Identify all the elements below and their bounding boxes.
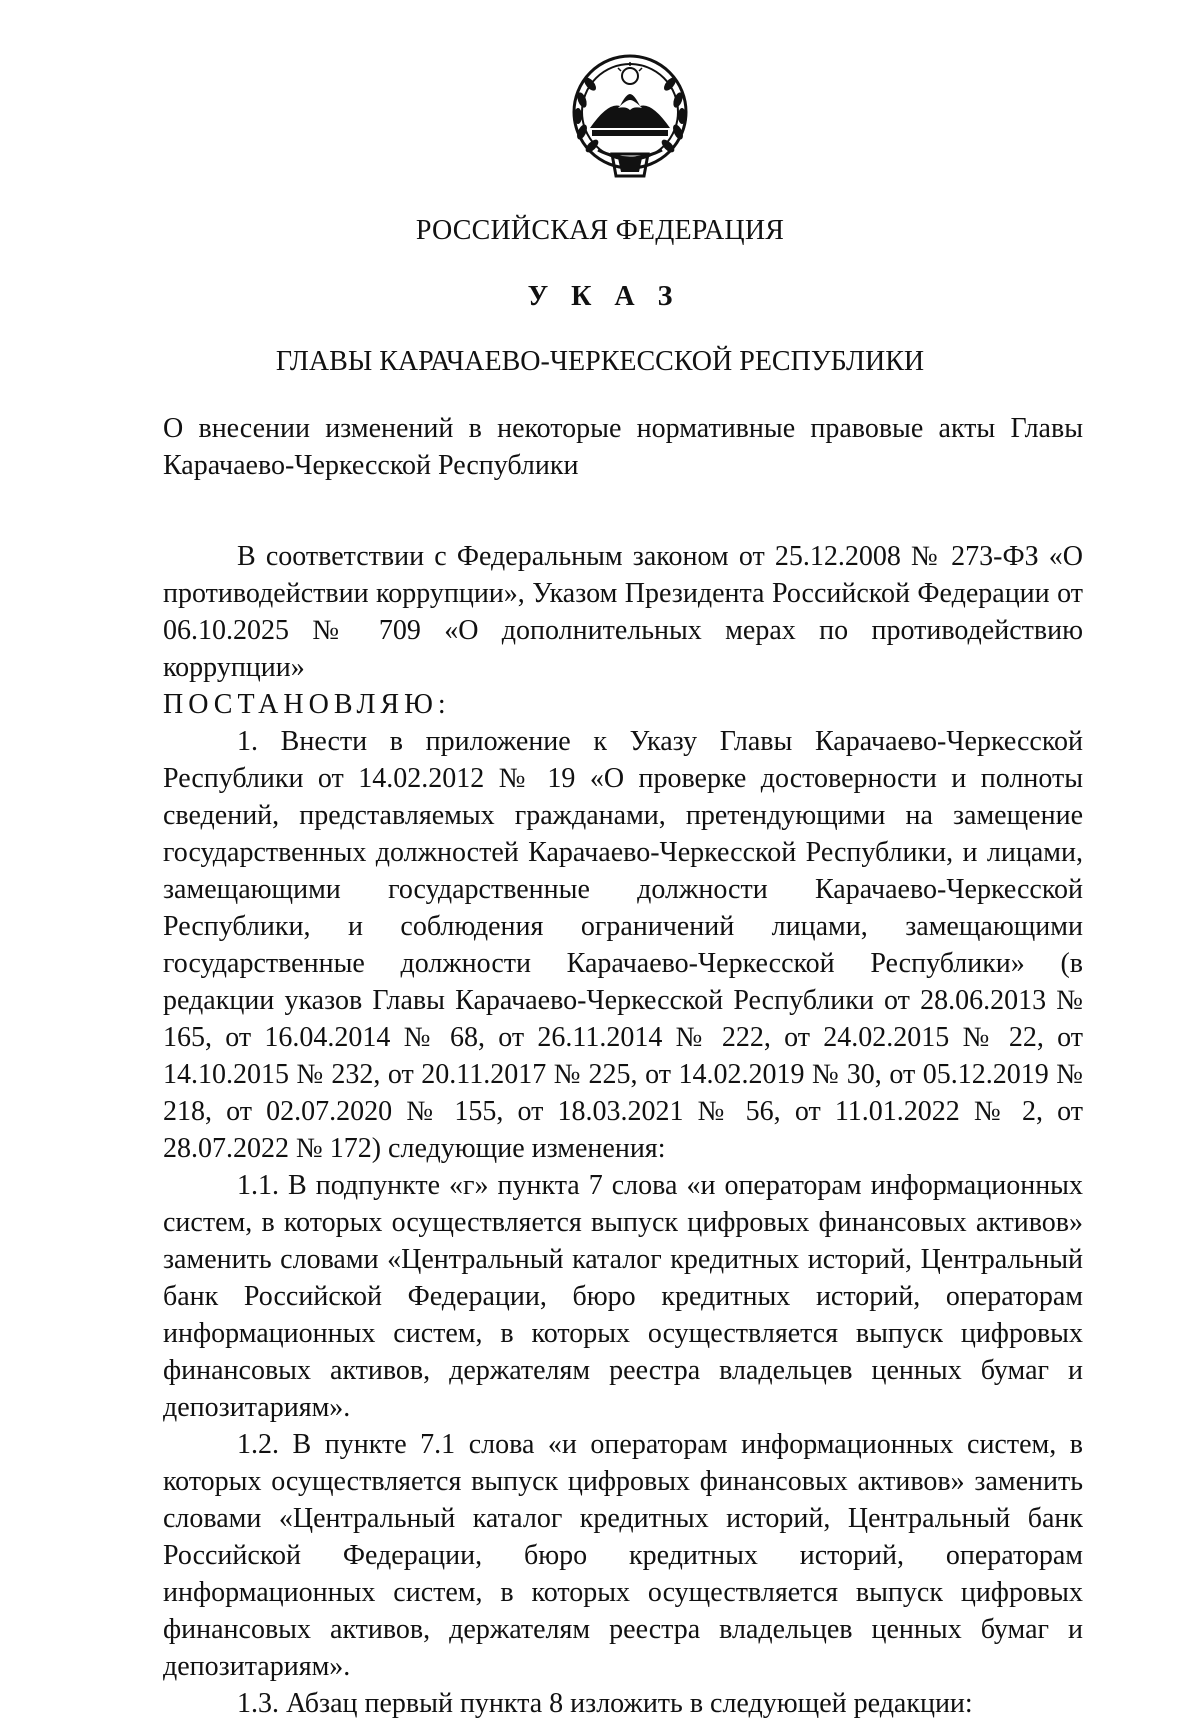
paragraph-1-3: 1.3. Абзац первый пункта 8 изложить в следующей редакции: bbox=[237, 1688, 973, 1719]
preamble-paragraph: В соответствии с Федеральным законом от 25.12.2008 № 273-ФЗ «О противодействии коррупции», Указом Президента Российской Федерации от 06.10.2025 № 709 «О дополнительных мерах по противодействию коррупции» bbox=[163, 541, 1083, 683]
document-type-heading: У К А З bbox=[527, 281, 681, 312]
issuer-heading: ГЛАВЫ КАРАЧАЕВО-ЧЕРКЕССКОЙ РЕСПУБЛИКИ bbox=[275, 346, 925, 377]
paragraph-1-2: 1.2. В пункте 7.1 слова «и операторам информационных систем, в которых осуществляется выпуск цифровых финансовых активов» заменить словами «Центральный каталог кредитных историй, Центральный банк Российской Федерации, бюро кредитных историй, операторам информационных систем, в которых осуществляется выпуск цифровых финансовых активов, держателям реестра владельцев ценных бумаг и депозитариям». bbox=[163, 1429, 1083, 1682]
document-body bbox=[163, 538, 1083, 1722]
paragraph-1: 1. Внести в приложение к Указу Главы Карачаево-Черкесской Республики от 14.02.2012 № 19 «О проверке достоверности и полноты сведений, представляемых гражданами, претендующими на замещение государственных должностей Карачаево-Черкесской Республики, и лицами, замещающими государственные должности Карачаево-Черкесской Республики, и соблюдения ограничений лицами, замещающими государственные должности Карачаево-Черкесской Республики» (в редакции указов Главы Карачаево-Черкесской Республики от 28.06.2013 № 165, от 16.04.2014 № 68, от 26.11.2014 № 222, от 24.02.2015 № 22, от 14.10.2015 № 232, от 20.11.2017 № 225, от 14.02.2019 № 30, от 05.12.2019 № 218, от 02.07.2020 № 155, от 18.03.2021 № 56, от 11.01.2022 № 2, от 28.07.2022 № 172) следующие изменения: bbox=[163, 726, 1083, 1164]
decree-word: ПОСТАНОВЛЯЮ: bbox=[163, 689, 451, 720]
coat-of-arms-icon bbox=[568, 50, 692, 190]
paragraph-1-1: 1.1. В подпункте «г» пункта 7 слова «и операторам информационных систем, в которых осуществляется выпуск цифровых финансовых активов» заменить словами «Центральный каталог кредитных историй, Центральный банк Российской Федерации, бюро кредитных историй, операторам информационных систем, в которых осуществляется выпуск цифровых финансовых активов, держателям реестра владельцев ценных бумаг и депозитариям». bbox=[163, 1170, 1083, 1423]
document-title: О внесении изменений в некоторые нормативные правовые акты Главы Карачаево-Черкесской Республики bbox=[163, 413, 1083, 481]
country-heading: РОССИЙСКАЯ ФЕДЕРАЦИЯ bbox=[415, 215, 785, 246]
